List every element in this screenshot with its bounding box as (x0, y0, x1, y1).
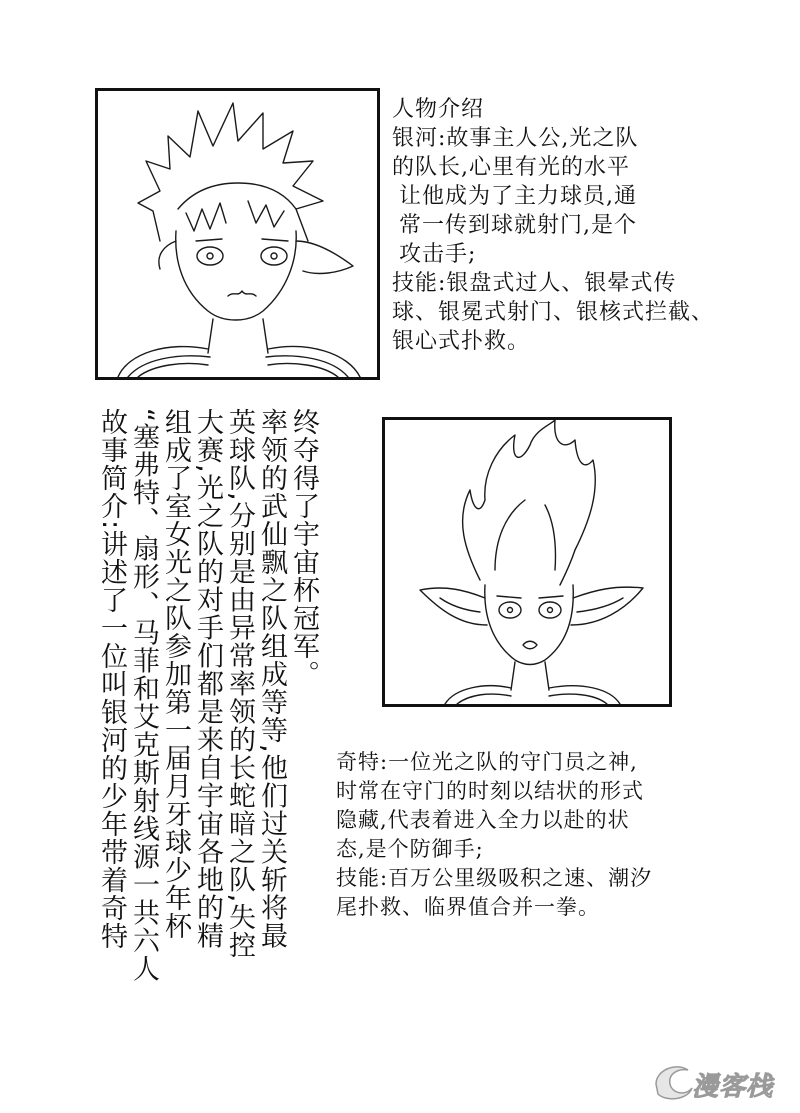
watermark-logo (648, 1058, 796, 1106)
story-column: 组成了室女光之队参加第一届月牙球少年杯 (160, 408, 191, 940)
intro-line: 让他成为了主力球员,通 (399, 184, 637, 209)
intro-line: 常一传到球就射门,是个 (399, 213, 637, 238)
story-column: 英球队,分别是由异常率领的长蛇暗之队,失控 (224, 408, 255, 960)
galaxy-sketch (98, 91, 377, 377)
intro-line: 银河:故事主人公,光之队 (392, 126, 639, 151)
qite-description (336, 748, 796, 922)
qite-line: 尾扑救、临界值合并一拳。 (336, 895, 600, 919)
watermark-text: 漫客栈 (692, 1072, 774, 1102)
intro-line: 球、银冕式射门、银核式拦截、 (392, 300, 715, 325)
galaxy-portrait-panel (95, 88, 380, 380)
qite-line: 技能:百万公里级吸积之速、潮汐 (336, 866, 653, 890)
intro-line: 的队长,心里有光的水平 (392, 155, 630, 180)
intro-heading: 人物介绍 (392, 97, 485, 122)
story-column: 故事简介:讲述了一位叫银河的少年带着奇特 (96, 408, 127, 951)
qite-sketch (385, 420, 669, 704)
story-column: 终夺得了宇宙杯冠军。 (288, 408, 319, 688)
qite-line: 态,是个防御手; (336, 837, 484, 861)
qite-line: 奇特:一位光之队的守门员之神, (336, 750, 638, 774)
qite-portrait-panel (382, 417, 672, 707)
qite-line: 时常在守门的时刻以结状的形式 (336, 779, 644, 803)
story-synopsis (60, 408, 390, 1018)
intro-line: 攻击手; (399, 242, 477, 267)
story-column: 大赛,光之队的对手们都是来自宇宙各地的精 (192, 408, 223, 950)
character-intro (392, 95, 792, 356)
story-column: 率领的武仙飘之队组成等等,他们过关斩将最 (256, 408, 287, 950)
story-column: “塞弗特、扇形、马菲和艾克斯射线源一共六人 (128, 408, 159, 983)
intro-line: 银心式扑救。 (392, 329, 531, 354)
intro-line: 技能:银盘式过人、银晕式传 (392, 271, 677, 296)
qite-line: 隐藏,代表着进入全力以赴的状 (336, 808, 630, 832)
